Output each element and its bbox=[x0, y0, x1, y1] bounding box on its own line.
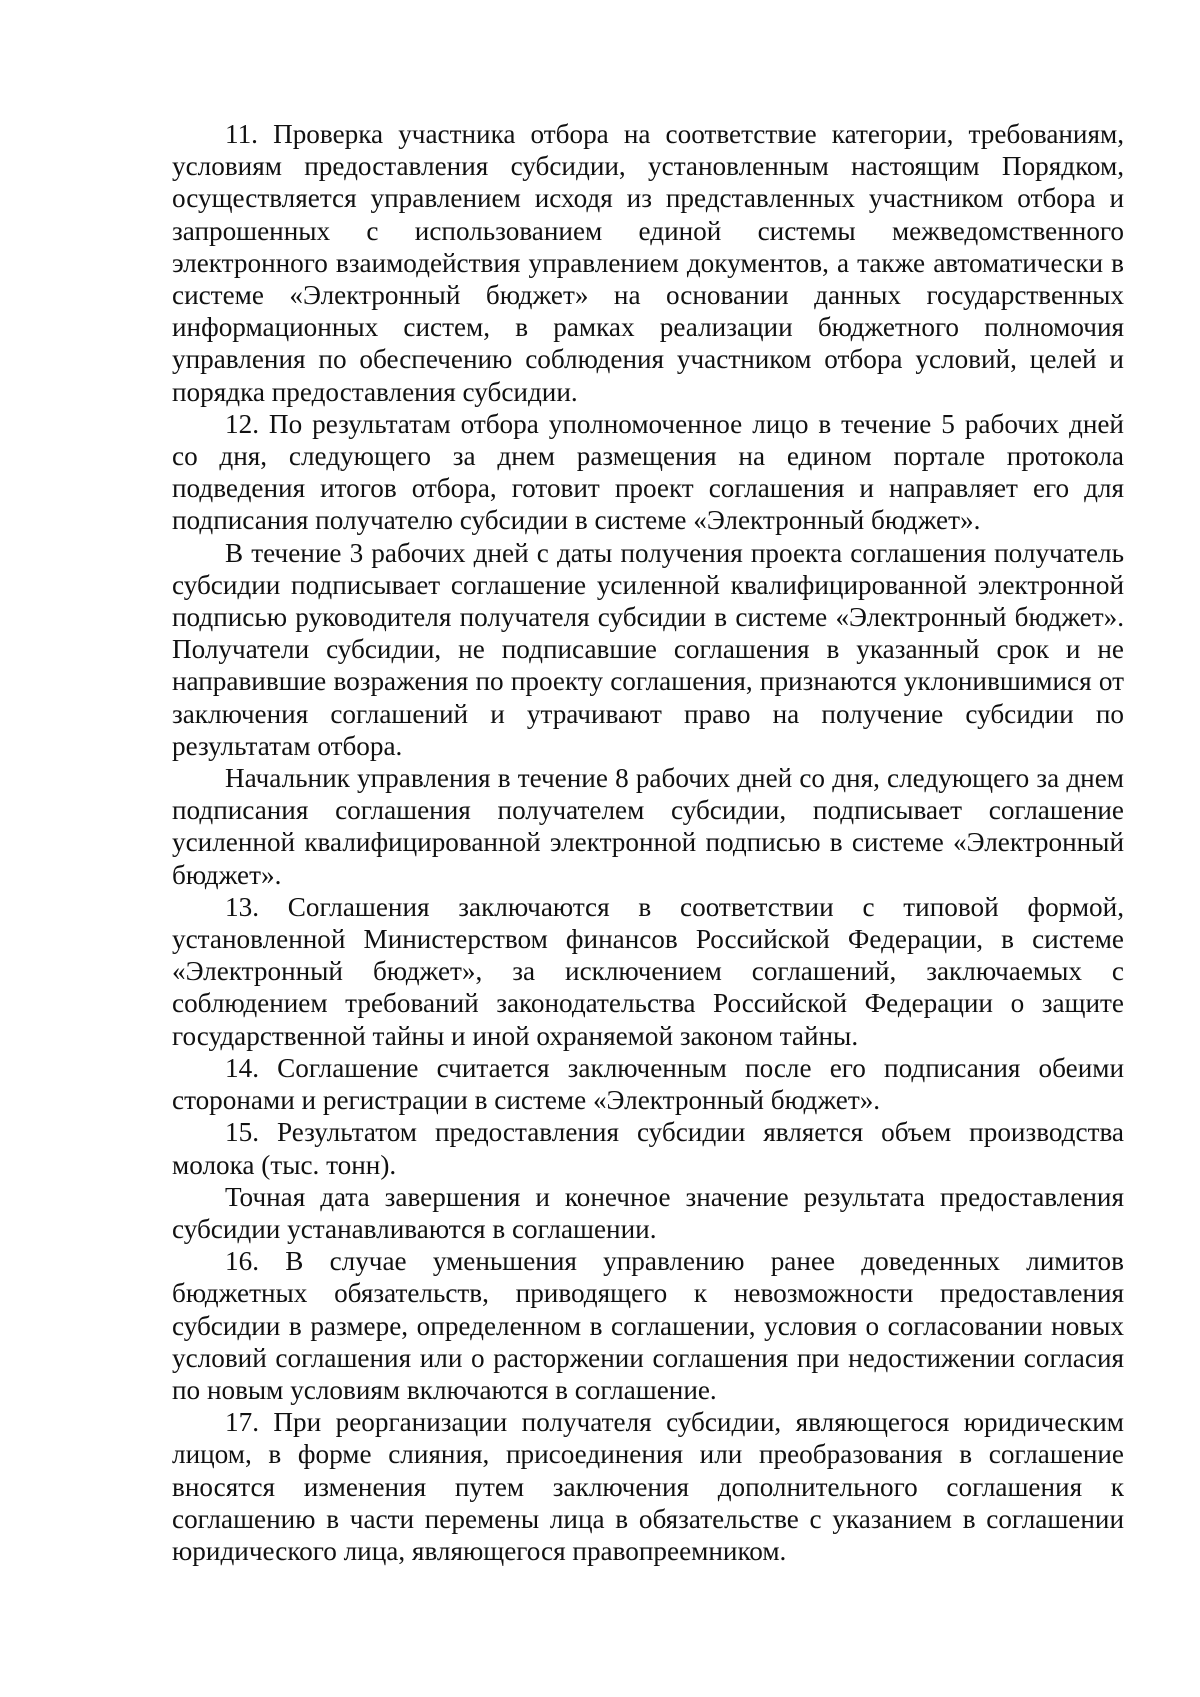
paragraph-13: 13. Соглашения заключаются в соответствии с типовой формой, установленной Министерством финансов Российской Федерации, в системе «Электронный бюджет», за исключением соглашений, заключаемых с соблюдением требований законодательства Российской Федерации о защите государственной тайны и иной охраняемой законом тайны. bbox=[172, 891, 1124, 1051]
paragraph-16: 16. В случае уменьшения управлению ранее доведенных лимитов бюджетных обязательств, приводящего к невозможности предоставления субсидии в размере, определенном в соглашении, условия о согласовании новых условий соглашения или о расторжении соглашения при недостижении согласия по новым условиям включаются в соглашение. bbox=[172, 1246, 1124, 1405]
document-page bbox=[172, 118, 1124, 1567]
paragraph-14: 14. Соглашение считается заключенным после его подписания обеими сторонами и регистрации в системе «Электронный бюджет». bbox=[172, 1052, 1124, 1116]
paragraph-15: 15. Результатом предоставления субсидии является объем производства молока (тыс. тонн). bbox=[172, 1117, 1124, 1180]
paragraph-15-result-date: Точная дата завершения и конечное значение результата предоставления субсидии устанавливаются в соглашении. bbox=[172, 1181, 1124, 1244]
paragraph-12: 12. По результатам отбора уполномоченное лицо в течение 5 рабочих дней со дня, следующего за днем размещения на едином портале протокола подведения итогов отбора, готовит проект соглашения и направляет его для подписания получателю субсидии в системе «Электронный бюджет». bbox=[172, 408, 1124, 536]
paragraph-11: 11. Проверка участника отбора на соответствие категории, требованиям, условиям предоставления субсидии, установленным настоящим Порядком, осуществляется управлением исходя из представленных участником отбора и запрошенных с использованием единой системы межведомственного электронного взаимодействия управлением документов, а также автоматически в системе «Электронный бюджет» на основании данных государственных информационных систем, в рамках реализации бюджетного полномочия управления по обеспечению соблюдения участником отбора условий, целей и порядка предоставления субсидии. bbox=[172, 119, 1124, 407]
paragraph-17: 17. При реорганизации получателя субсидии, являющегося юридическим лицом, в форме слияния, присоединения или преобразования в соглашение вносятся изменения путем заключения дополнительного соглашения к соглашению в части перемены лица в обязательстве с указанием в соглашении юридического лица, являющегося правопреемником. bbox=[172, 1407, 1124, 1566]
paragraph-12-signing-term: В течение 3 рабочих дней с даты получения проекта соглашения получатель субсидии подписывает соглашение усиленной квалифицированной электронной подписью руководителя получателя субсидии в системе «Электронный бюджет». Получатели субсидии, не подписавшие соглашения в указанный срок и не направившие возражения по проекту соглашения, признаются уклонившимися от заключения соглашений и утрачивают право на получение субсидии по результатам отбора. bbox=[172, 537, 1124, 761]
paragraph-12-head-signing: Начальник управления в течение 8 рабочих дней со дня, следующего за днем подписания соглашения получателем субсидии, подписывает соглашение усиленной квалифицированной электронной подписью в системе «Электронный бюджет». bbox=[172, 763, 1124, 890]
